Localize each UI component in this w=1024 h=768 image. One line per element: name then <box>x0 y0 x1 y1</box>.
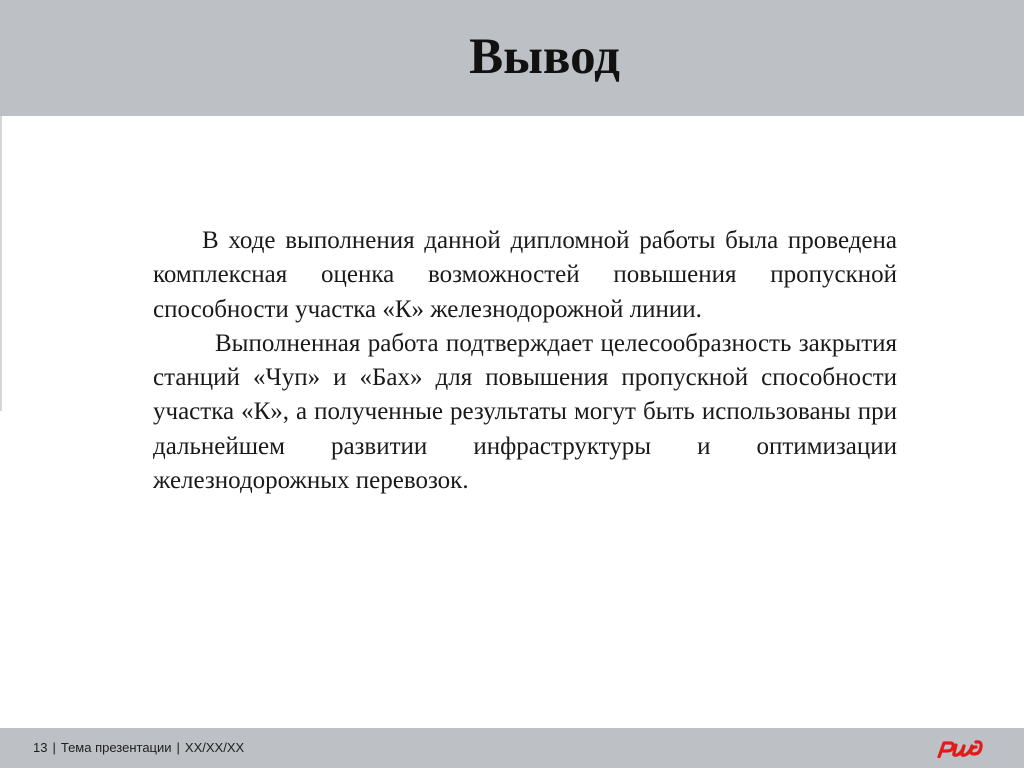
page-number: 13 <box>33 740 48 755</box>
slide-body <box>153 224 897 498</box>
body-paragraph: В ходе выполнения данной дипломной работы была проведена комплексная оценка возможностей повышения пропускной способности участка «К» железнодорожной линии. <box>153 227 897 323</box>
rzd-logo-icon <box>935 738 985 758</box>
presentation-topic: Тема презентации <box>60 740 172 755</box>
slide-title: Вывод <box>469 29 620 85</box>
footer-separator: | <box>52 740 56 755</box>
footer-info <box>33 739 244 757</box>
left-edge-divider <box>0 116 2 411</box>
presentation-date: XX/XX/XX <box>184 740 245 755</box>
footer-separator: | <box>176 740 180 755</box>
body-paragraph: Выполненная работа подтверждает целесообразность закрытия станций «Чуп» и «Бах» для повышения пропускной способности участка «К», а полученные результаты могут быть использованы при дальнейшем развитии инфраструктуры и оптимизации железнодорожных перевозок. <box>153 329 897 495</box>
